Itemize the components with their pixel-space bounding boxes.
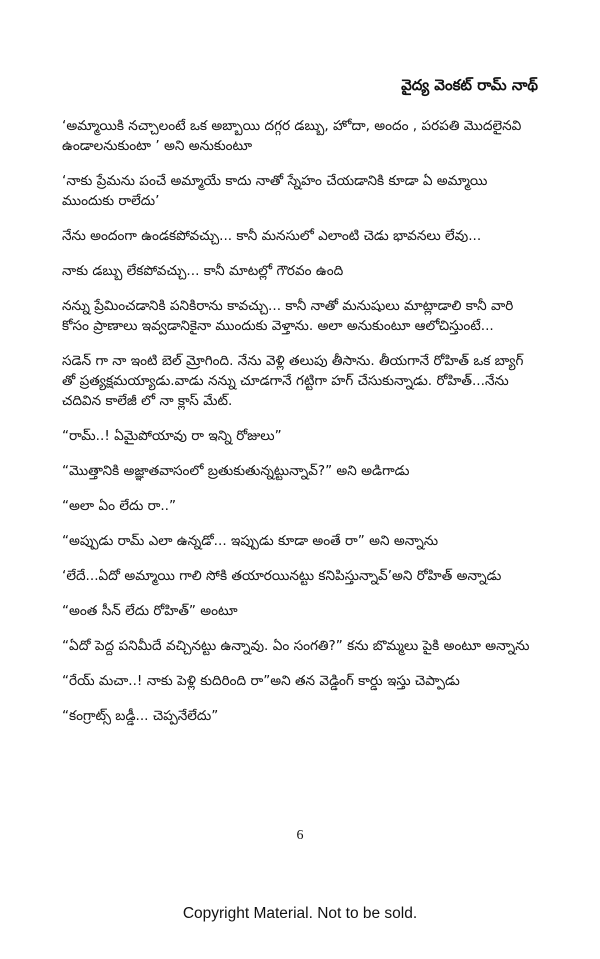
paragraph: ‘లేదే...ఏదో అమ్మాయి గాలి సోకి తయారయినట్టు కనిపిస్తున్నావ్’అని రోహిత్ అన్నాడు (62, 568, 502, 584)
author-name: వైద్య వెంకట్ రామ్ నాథ్ (401, 76, 538, 94)
paragraph: “రేయ్ మచా..! నాకు పెళ్లి కుదిరింది రా”అని తన వెడ్డింగ్ కార్డు ఇస్తు చెప్పాడు (62, 673, 460, 689)
paragraph: “అంత సీన్ లేదు రోహిత్” అంటూ (62, 603, 238, 619)
paragraph: “కంగ్రాట్స్ బడ్డీ... చెప్పనేలేదు” (62, 708, 219, 724)
paragraph: సడెన్ గా నా ఇంటి బెల్ మ్రోగింది. నేను వెళ్లి తలుపు తీసాను. తీయగానే రోహిత్ ఒక బ్యాగ్ తో ప్రత్యక్షమయ్యాడు.వాడు నన్ను చూడగానే గట్టిగా హగ్ చేసుకున్నాడు. రోహిత్...నేను చదివిన కాలేజీ లో నా క్లాస్ మేట్. (62, 353, 524, 409)
copyright-notice: Copyright Material. Not to be sold. (182, 905, 418, 922)
paragraph: నేను అందంగా ఉండకపోవచ్చు... కానీ మనసులో ఎలాంటి చెడు భావనలు లేవు... (62, 228, 482, 244)
paragraph: “మొత్తానికి అజ్ఞాతవాసంలో బ్రతుకుతున్నట్టున్నావ్?” అని అడిగాడు (62, 463, 410, 479)
paragraph: నాకు డబ్బు లేకపోవచ్చు... కానీ మాటల్లో గౌరవం ఉంది (62, 263, 344, 279)
paragraph: “అప్పుడు రామ్ ఎలా ఉన్నడో... ఇప్పుడు కూడా అంతే రా” అని అన్నాను (62, 533, 439, 549)
paragraph: ‘నాకు ప్రేమను పంచే అమ్మాయే కాదు నాతో స్నేహం చేయడానికి కూడా ఏ అమ్మాయి ముందుకు రాలేదు’ (62, 173, 488, 209)
paragraph: నన్ను ప్రేమించడానికి పనికిరాను కావచ్చు... కానీ నాతో మనుషులు మాట్లాడాలి కానీ వారి కోసం ప్రాణాలు ఇవ్వడానికైనా ముందుకు వెళ్తాను. అలా అనుకుంటూ ఆలోచిస్తుంటే... (62, 298, 514, 334)
paragraph: “అలా ఏం లేదు రా..” (62, 498, 177, 514)
paragraph: “ఏదో పెద్ద పనిమీదే వచ్చినట్టు ఉన్నావు. ఏం సంగతి?” కను బొమ్మలు పైకి అంటూ అన్నాను (62, 638, 530, 654)
page-number: 6 (296, 828, 304, 843)
paragraph: ‘అమ్మాయికి నచ్చాలంటే ఒక అబ్బాయి దగ్గర డబ్బు, హోదా, అందం , పరపతి మొదలైనవి ఉండాలనుకుంటా ’ అని అనుకుంటూ (62, 118, 522, 154)
paragraph: “రామ్..! ఏమైపోయావు రా ఇన్ని రోజులు” (62, 428, 282, 444)
story-text (62, 116, 540, 741)
